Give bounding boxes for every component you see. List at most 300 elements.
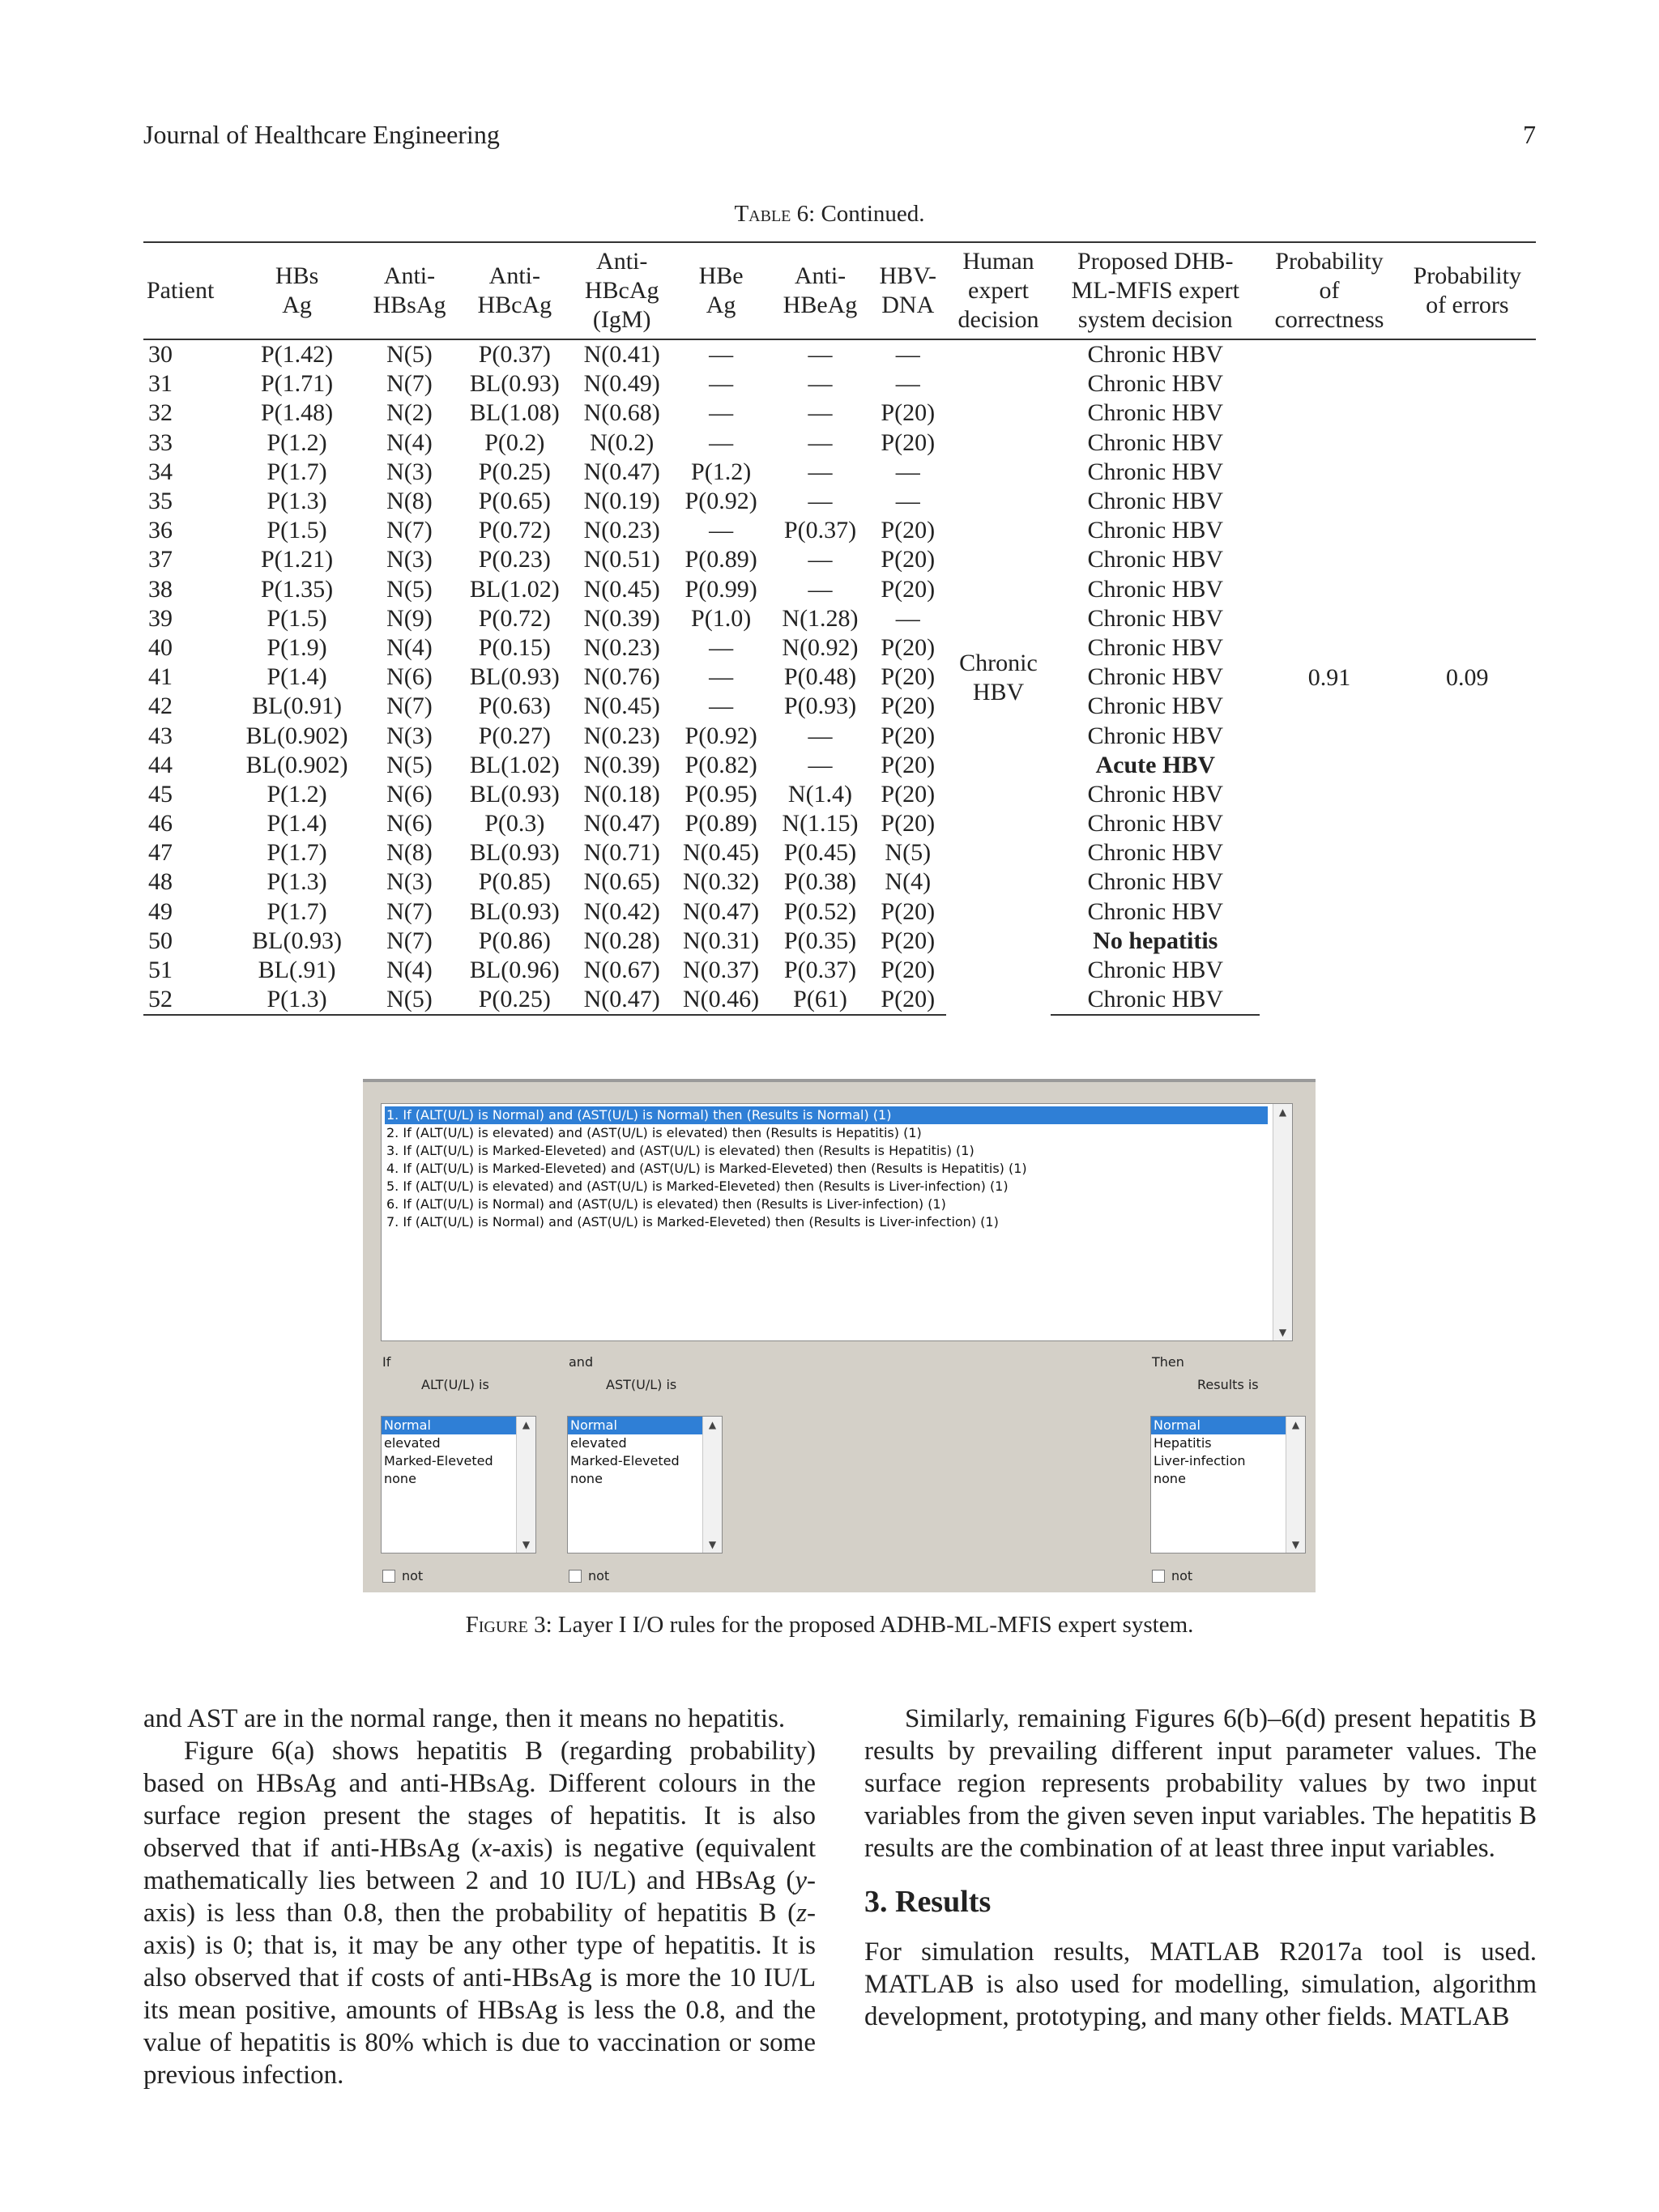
probability-correctness-cell: 0.91 (1307, 663, 1351, 691)
input1-listbox[interactable] (381, 1416, 536, 1554)
column-header-line: Anti- (596, 248, 648, 275)
table-cell: P(20) (881, 927, 936, 954)
column-header (1051, 242, 1260, 339)
table-cell: N(0.92) (782, 633, 859, 661)
column-header-line: (IgM) (592, 306, 651, 333)
rules-scrollbar[interactable] (1273, 1104, 1292, 1340)
column-header-line: HBcAg (477, 292, 552, 318)
table-cell: N(0.68) (583, 399, 660, 427)
left-column (143, 1703, 816, 2091)
output-not-label: not (1171, 1568, 1193, 1583)
patient-id-cell: 32 (148, 399, 173, 427)
scroll-down-arrow-icon[interactable]: ▼ (708, 1539, 717, 1550)
column-header-line: Probability (1413, 262, 1521, 289)
table-caption-text: : Continued. (808, 201, 925, 227)
right-paragraph-2: For simulation results, MATLAB R2017a tool is used. MATLAB is also used for modelling, simulation, algorithm development, prototyping, and many other fields. MATLAB (864, 1937, 1537, 2031)
column-header-line: correctness (1274, 306, 1384, 333)
column-header-line: Human (962, 248, 1034, 275)
patient-id-cell: 41 (148, 663, 173, 691)
table-cell: P(0.63) (478, 693, 551, 720)
scroll-down-arrow-icon[interactable]: ▼ (522, 1539, 531, 1550)
table-cell: N(3) (386, 722, 433, 749)
table-cell: P(20) (881, 575, 936, 603)
table-cell: N(7) (386, 370, 433, 398)
rule-item[interactable]: 5. If (ALT(U/L) is elevated) and (AST(U/L) is Marked-Eleveted) then (Results is Liver-infection) (1) (386, 1178, 1009, 1194)
table-cell: P(0.86) (478, 927, 551, 954)
patient-id-cell: 39 (148, 604, 173, 632)
patient-id-cell: 31 (148, 370, 173, 398)
column-header (870, 242, 946, 339)
table-cell: — (808, 488, 833, 515)
column-header (1260, 242, 1398, 339)
output-name: Results is (1197, 1377, 1259, 1392)
table-cell: — (808, 428, 833, 456)
input1-scrollbar[interactable] (516, 1417, 535, 1553)
patient-id-cell: 30 (148, 341, 173, 369)
table-cell: BL(.91) (258, 957, 336, 984)
right-paragraph-1: Similarly, remaining Figures 6(b)–6(d) present hepatitis B results by prevailing different input parameter values. The surface region represents probability values by two input variables from the given seven input variables. The hepatitis B results are the combination of at least three input variables. (864, 1704, 1537, 1863)
system-decision-cell: Chronic HBV (1087, 428, 1224, 456)
system-decision-cell: Chronic HBV (1087, 722, 1224, 749)
if-label: If (382, 1354, 391, 1370)
left-paragraph-2: Figure 6(a) shows hepatitis B (regarding probability) based on HBsAg and anti-HBsAg. Different colours in the surface region present the stages of hepatitis. It is also observed that if anti-HBsAg (x-axis) is negative (equivalent mathematically lies between 2 and 10 IU/L) and HBsAg (y-axis) is less than 0.8, then the probability of hepatitis B (z-axis) is 0; that is, it may be any other type of hepatitis. It is also observed that if costs of anti-HBsAg is more the 10 IU/L its mean positive, amounts of HBsAg is less the 0.8, and the value of hepatitis is 80% which is due to vaccination or some previous infection. (143, 1737, 816, 2090)
table-cell: P(0.2) (484, 428, 545, 456)
table-cell: N(6) (386, 810, 433, 837)
table-cell: N(5) (362, 985, 457, 1015)
system-decision-cell: Chronic HBV (1051, 985, 1260, 1015)
table-header-row (143, 242, 1536, 339)
table-cell: P(1.7) (267, 839, 327, 867)
table-cell: P(0.25) (457, 985, 572, 1015)
figure-caption (0, 1612, 1659, 1639)
human-decision-cell (946, 339, 1051, 1015)
patient-id-cell: 40 (148, 633, 173, 661)
table-cell: — (709, 399, 734, 427)
table-caption (0, 201, 1659, 228)
table-cell: N(6) (386, 780, 433, 808)
table-cell: BL(0.93) (469, 897, 560, 925)
column-header-line: HBcAg (584, 277, 659, 304)
scroll-down-arrow-icon[interactable]: ▼ (1278, 1327, 1287, 1338)
table-cell: P(0.82) (684, 751, 757, 778)
system-decision-cell: Chronic HBV (1087, 517, 1224, 544)
rule-item[interactable]: 7. If (ALT(U/L) is Normal) and (AST(U/L) is Marked-Eleveted) then (Results is Liver-infection) (1) (386, 1214, 999, 1230)
table-cell: BL(0.93) (469, 839, 560, 867)
column-header-line: HBe (698, 262, 744, 289)
input1-name: ALT(U/L) is (421, 1377, 489, 1392)
input2-listbox[interactable] (567, 1416, 723, 1554)
table-cell: P(0.65) (478, 488, 551, 515)
system-decision-cell: Chronic HBV (1087, 341, 1224, 369)
table-cell: N(0.37) (683, 957, 760, 984)
system-decision-cell: Chronic HBV (1087, 633, 1224, 661)
column-header-line: Probability (1275, 248, 1384, 275)
table-cell: BL(0.91) (252, 693, 342, 720)
system-decision-cell: Chronic HBV (1087, 370, 1224, 398)
column-header (672, 242, 770, 339)
table-cell: N(0.42) (583, 897, 660, 925)
table-cell: P(0.38) (783, 868, 857, 896)
figure-caption-label: Figure 3 (465, 1612, 546, 1638)
membership-option[interactable]: elevated (384, 1435, 441, 1451)
table-cell: P(0.92) (684, 722, 757, 749)
rule-item[interactable]: 4. If (ALT(U/L) is Marked-Eleveted) and (AST(U/L) is Marked-Eleveted) then (Results is Hepatitis) (1) (386, 1161, 1027, 1176)
column-header (143, 242, 232, 339)
left-paragraph-1: and AST are in the normal range, then it means no hepatitis. (143, 1704, 786, 1733)
rule-item[interactable]: 1. If (ALT(U/L) is Normal) and (AST(U/L) is Normal) then (Results is Normal) (1) (385, 1106, 1268, 1124)
system-decision-cell: Chronic HBV (1087, 604, 1224, 632)
table-cell: P(1.2) (267, 780, 327, 808)
table-cell: P(20) (881, 780, 936, 808)
patient-id-cell: 50 (148, 927, 173, 954)
membership-option[interactable]: none (384, 1471, 416, 1486)
table-cell: P(61) (770, 985, 869, 1015)
table-cell: P(1.5) (267, 517, 327, 544)
membership-option[interactable]: none (570, 1471, 603, 1486)
table-cell: — (808, 546, 833, 573)
table-cell: P(20) (881, 693, 936, 720)
table-cell: N(1.4) (787, 780, 853, 808)
table-cell: N(7) (386, 517, 433, 544)
table-cell: P(20) (881, 633, 936, 661)
membership-option[interactable]: Hepatitis (1154, 1435, 1212, 1451)
membership-option[interactable]: Marked-Eleveted (384, 1453, 493, 1468)
patient-id-cell: 49 (148, 897, 173, 925)
table-cell: P(0.45) (783, 839, 857, 867)
output-listbox[interactable] (1150, 1416, 1306, 1554)
table-cell: BL(1.02) (469, 751, 560, 778)
table-cell: N(9) (386, 604, 433, 632)
membership-option[interactable]: Normal (382, 1417, 535, 1434)
table-cell: N(0.19) (583, 488, 660, 515)
input1-not-checkbox[interactable] (382, 1570, 395, 1583)
table-cell: — (895, 341, 920, 369)
table-cell: N(5) (885, 839, 932, 867)
table-cell: N(0.28) (583, 927, 660, 954)
system-decision-cell: Chronic HBV (1087, 575, 1224, 603)
table-cell: N(0.41) (583, 341, 660, 369)
table-cell: N(0.32) (683, 868, 760, 896)
table-cell: P(1.48) (260, 399, 334, 427)
table-cell: BL(0.93) (252, 927, 342, 954)
table-cell: — (709, 341, 734, 369)
table-cell: P(0.89) (684, 810, 757, 837)
column-header-line: Anti- (794, 262, 847, 289)
table-cell: N(3) (386, 868, 433, 896)
rules-listbox[interactable] (381, 1103, 1293, 1341)
table-cell: N(0.49) (583, 370, 660, 398)
table-cell: — (709, 517, 734, 544)
table-cell: P(20) (870, 985, 946, 1015)
system-decision-cell: Chronic HBV (1087, 546, 1224, 573)
system-decision-cell: Chronic HBV (1087, 693, 1224, 720)
table-cell: P(20) (881, 722, 936, 749)
table-cell: P(20) (881, 957, 936, 984)
table-cell: P(20) (881, 751, 936, 778)
system-decision-cell: Chronic HBV (1087, 663, 1224, 691)
table-cell: N(8) (386, 488, 433, 515)
column-header-line: of (1319, 277, 1340, 304)
table-cell: — (808, 370, 833, 398)
column-header-line: of errors (1426, 292, 1509, 318)
rule-item[interactable]: 3. If (ALT(U/L) is Marked-Eleveted) and (AST(U/L) is elevated) then (Results is Hepatitis) (1) (386, 1143, 975, 1158)
system-decision-cell: Chronic HBV (1087, 780, 1224, 808)
membership-option[interactable]: Normal (1151, 1417, 1305, 1434)
membership-option[interactable]: Normal (568, 1417, 722, 1434)
table-cell: P(0.99) (684, 575, 757, 603)
table-cell: N(0.18) (583, 780, 660, 808)
right-column (864, 1703, 1537, 2033)
table-cell: N(7) (386, 897, 433, 925)
table-cell: N(0.67) (583, 957, 660, 984)
patient-id-cell: 44 (148, 751, 173, 778)
table-cell: P(20) (881, 810, 936, 837)
membership-option[interactable]: Liver-infection (1154, 1453, 1246, 1468)
patient-id-cell: 52 (143, 985, 232, 1015)
table-cell: P(0.52) (783, 897, 857, 925)
table-cell: BL(1.02) (469, 575, 560, 603)
input1-not-label: not (402, 1568, 424, 1583)
results-table-container (143, 241, 1536, 1016)
table-cell: N(0.23) (583, 722, 660, 749)
patient-id-cell: 35 (148, 488, 173, 515)
table-cell: P(0.37) (783, 517, 857, 544)
table-cell: P(1.71) (260, 370, 334, 398)
system-decision-cell: Chronic HBV (1087, 810, 1224, 837)
results-table (143, 241, 1536, 1016)
then-label: Then (1152, 1354, 1184, 1370)
table-cell: N(0.71) (583, 839, 660, 867)
table-cell: N(4) (885, 868, 932, 896)
column-header-line: Anti- (383, 262, 436, 289)
column-header-line: HBeAg (783, 292, 858, 318)
patient-id-cell: 38 (148, 575, 173, 603)
table-cell: P(1.3) (267, 868, 327, 896)
column-header (946, 242, 1051, 339)
input2-not-checkbox[interactable] (569, 1570, 582, 1583)
table-cell: — (895, 370, 920, 398)
table-cell: P(20) (881, 517, 936, 544)
table-cell: BL(0.902) (245, 722, 348, 749)
table-cell: N(0.31) (683, 927, 760, 954)
table-cell: — (808, 751, 833, 778)
output-scrollbar[interactable] (1286, 1417, 1305, 1553)
column-header-line: HBV- (879, 262, 937, 289)
table-cell: P(1.3) (232, 985, 361, 1015)
input2-scrollbar[interactable] (702, 1417, 722, 1553)
membership-option[interactable]: Marked-Eleveted (570, 1453, 680, 1468)
column-header-line: Patient (147, 277, 215, 304)
table-cell: N(0.46) (672, 985, 770, 1015)
table-cell: N(0.47) (583, 458, 660, 485)
table-cell: P(1.21) (260, 546, 334, 573)
system-decision-cell: Chronic HBV (1087, 488, 1224, 515)
table-cell: — (808, 341, 833, 369)
column-header-line: Ag (282, 292, 312, 318)
patient-id-cell: 48 (148, 868, 173, 896)
human-decision-line: Chronic (959, 649, 1038, 676)
column-header (770, 242, 869, 339)
running-head: Journal of Healthcare Engineering (143, 120, 500, 149)
table-cell: N(3) (386, 546, 433, 573)
patient-id-cell: 45 (148, 780, 173, 808)
table-cell: N(8) (386, 839, 433, 867)
table-cell: P(0.92) (684, 488, 757, 515)
table-cell: N(4) (386, 633, 433, 661)
column-header-line: expert (968, 277, 1029, 304)
table-cell: N(0.47) (583, 810, 660, 837)
column-header (1399, 242, 1536, 339)
patient-id-cell: 37 (148, 546, 173, 573)
table-cell: P(20) (881, 897, 936, 925)
table-cell: P(0.37) (783, 957, 857, 984)
scroll-up-arrow-icon[interactable]: ▲ (1291, 1419, 1300, 1430)
table-cell: — (808, 399, 833, 427)
table-cell: N(0.47) (683, 897, 760, 925)
table-cell: N(0.2) (590, 428, 655, 456)
column-header-line: Proposed DHB- (1077, 248, 1234, 275)
scroll-up-arrow-icon[interactable]: ▲ (708, 1419, 717, 1430)
column-header-line: system decision (1077, 306, 1233, 333)
column-header-line: Ag (706, 292, 736, 318)
table-cell: P(0.15) (478, 633, 551, 661)
table-cell: — (709, 370, 734, 398)
table-cell: P(1.42) (260, 341, 334, 369)
table-cell: — (808, 722, 833, 749)
patient-id-cell: 36 (148, 517, 173, 544)
column-header-line: decision (957, 306, 1039, 333)
table-cell: BL(0.93) (469, 663, 560, 691)
column-header-line: HBsAg (373, 292, 446, 318)
table-cell: N(0.39) (583, 604, 660, 632)
table-cell: N(0.39) (583, 751, 660, 778)
table-caption-label: Table 6 (734, 201, 809, 227)
column-header (362, 242, 457, 339)
system-decision-cell: Chronic HBV (1087, 458, 1224, 485)
table-cell: N(7) (386, 693, 433, 720)
column-header-line: Anti- (488, 262, 540, 289)
table-cell: P(0.37) (478, 341, 551, 369)
table-cell: P(0.72) (478, 604, 551, 632)
table-cell: P(0.3) (484, 810, 545, 837)
system-decision-cell: Chronic HBV (1087, 897, 1224, 925)
patient-id-cell: 34 (148, 458, 173, 485)
table-cell: N(6) (386, 663, 433, 691)
table-cell: N(0.45) (683, 839, 760, 867)
table-cell: P(0.25) (478, 458, 551, 485)
table-cell: BL(1.08) (469, 399, 560, 427)
column-header (232, 242, 361, 339)
table-cell: N(0.45) (583, 575, 660, 603)
table-cell: N(0.23) (583, 517, 660, 544)
section-heading-results: 3. Results (864, 1885, 992, 1919)
table-cell: — (709, 693, 734, 720)
table-cell: P(1.7) (267, 458, 327, 485)
system-decision-cell: Chronic HBV (1087, 399, 1224, 427)
scroll-down-arrow-icon[interactable]: ▼ (1291, 1539, 1300, 1550)
table-cell: P(20) (881, 546, 936, 573)
table-cell: P(20) (881, 399, 936, 427)
column-header-line: HBs (275, 262, 319, 289)
table-cell: N(0.47) (573, 985, 672, 1015)
column-header (573, 242, 672, 339)
table-cell: P(0.93) (783, 693, 857, 720)
patient-id-cell: 47 (148, 839, 173, 867)
table-cell: N(0.65) (583, 868, 660, 896)
table-cell: — (709, 663, 734, 691)
table-cell: P(0.48) (783, 663, 857, 691)
table-cell: N(0.76) (583, 663, 660, 691)
system-decision-cell: Acute HBV (1095, 751, 1215, 778)
table-cell: N(4) (386, 957, 433, 984)
rule-editor-figure (363, 1079, 1316, 1592)
system-decision-cell: No hepatitis (1093, 927, 1218, 954)
rule-item[interactable]: 6. If (ALT(U/L) is Normal) and (AST(U/L) is elevated) then (Results is Liver-infection) (1) (386, 1196, 946, 1212)
table-cell: N(1.28) (782, 604, 859, 632)
system-decision-cell: Chronic HBV (1087, 839, 1224, 867)
table-cell: — (808, 575, 833, 603)
table-cell: P(20) (881, 428, 936, 456)
table-cell: N(0.23) (583, 633, 660, 661)
probability-errors-cell: 0.09 (1446, 663, 1489, 691)
table-cell: N(5) (386, 751, 433, 778)
table-cell: P(1.9) (267, 633, 327, 661)
output-not-checkbox[interactable] (1152, 1570, 1165, 1583)
scroll-up-arrow-icon[interactable]: ▲ (522, 1419, 531, 1430)
table-cell: BL(0.93) (469, 370, 560, 398)
table-cell: N(5) (386, 575, 433, 603)
table-cell: P(1.5) (267, 604, 327, 632)
and-label: and (569, 1354, 594, 1370)
table-cell: P(1.4) (267, 663, 327, 691)
rules-list (385, 1106, 1268, 1231)
page-number: 7 (1523, 120, 1536, 149)
table-cell: — (808, 458, 833, 485)
table-cell: P(0.23) (478, 546, 551, 573)
patient-id-cell: 43 (148, 722, 173, 749)
system-decision-cell: Chronic HBV (1087, 868, 1224, 896)
table-cell: N(0.51) (583, 546, 660, 573)
table-cell: — (895, 458, 920, 485)
rule-item[interactable]: 2. If (ALT(U/L) is elevated) and (AST(U/L) is elevated) then (Results is Hepatitis) (1) (386, 1125, 922, 1140)
input2-not-label: not (588, 1568, 610, 1583)
table-cell: N(7) (386, 927, 433, 954)
table-cell: BL(0.93) (469, 780, 560, 808)
membership-option[interactable]: none (1154, 1471, 1186, 1486)
table-cell: P(1.35) (260, 575, 334, 603)
table-cell: P(1.2) (691, 458, 752, 485)
table-cell: P(0.89) (684, 546, 757, 573)
patient-id-cell: 51 (148, 957, 173, 984)
table-cell: P(1.0) (691, 604, 752, 632)
table-cell: P(20) (881, 663, 936, 691)
table-cell: P(0.72) (478, 517, 551, 544)
table-cell: P(1.4) (267, 810, 327, 837)
system-decision-cell: Chronic HBV (1087, 957, 1224, 984)
table-cell: P(1.7) (267, 897, 327, 925)
patient-id-cell: 33 (148, 428, 173, 456)
table-row (143, 339, 1536, 369)
column-header-line: DNA (881, 292, 935, 318)
table-cell: — (895, 604, 920, 632)
table-cell: N(0.45) (583, 693, 660, 720)
scroll-up-arrow-icon[interactable]: ▲ (1278, 1106, 1287, 1118)
table-cell: P(0.35) (783, 927, 857, 954)
membership-option[interactable]: elevated (570, 1435, 627, 1451)
figure-caption-text: : Layer I I/O rules for the proposed ADHB-ML-MFIS expert system. (545, 1612, 1194, 1638)
table-cell: BL(0.902) (245, 751, 348, 778)
table-cell: P(0.27) (478, 722, 551, 749)
